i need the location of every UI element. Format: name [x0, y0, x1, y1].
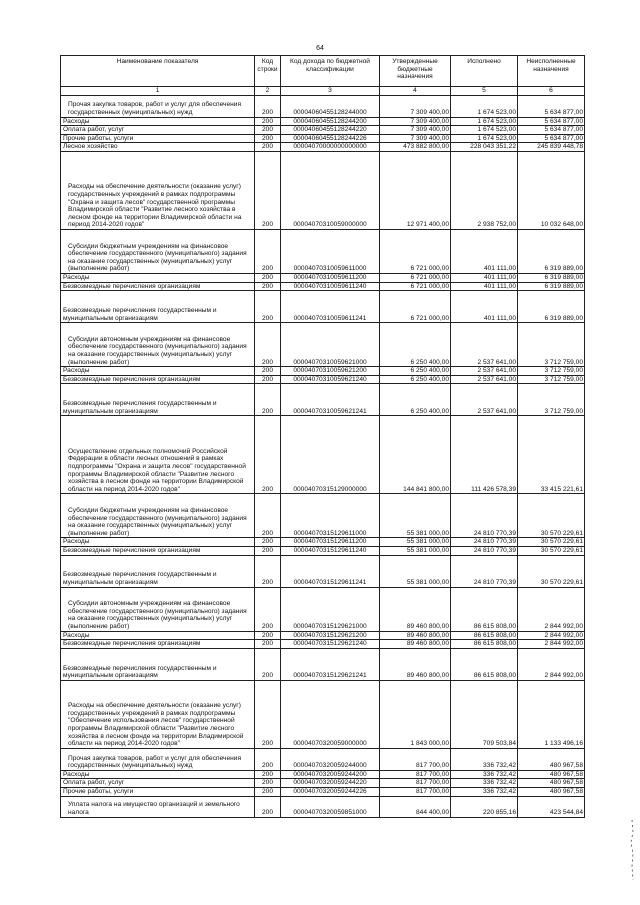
row-code-line: 200: [255, 323, 281, 367]
table-row: [61, 323, 585, 367]
row-code-line: 200: [255, 587, 281, 631]
row-executed: 2 938 752,00: [451, 151, 518, 229]
column-number: 6: [518, 87, 585, 96]
row-approved: 7 309 400,00: [380, 95, 451, 117]
table-row: [61, 770, 585, 779]
row-approved: 844 400,00: [380, 796, 451, 817]
row-approved: 12 971 400,00: [380, 151, 451, 229]
row-name: Лесное хозяйство: [61, 143, 255, 152]
row-unexecuted: 3 712 759,00: [518, 367, 585, 376]
row-executed: 401 111,00: [451, 229, 518, 273]
table-row: [61, 648, 585, 680]
row-unexecuted: 2 844 992,00: [518, 648, 585, 680]
row-code-line: 200: [255, 229, 281, 273]
row-unexecuted: 6 319 889,00: [518, 229, 585, 273]
row-approved: 6 250 400,00: [380, 367, 451, 376]
row-unexecuted: 30 570 229,61: [518, 538, 585, 547]
row-executed: 336 732,42: [451, 779, 518, 788]
row-income-code: 00004070315129611240: [281, 546, 380, 555]
table-row: [61, 134, 585, 143]
header-unexecuted: Неисполненные назначения: [518, 56, 585, 87]
table-row: [61, 143, 585, 152]
row-name: Субсидии бюджетным учреждениям на финансовое обеспечение государственного (муниципального) задания на оказание государственных (муниципальных) услуг (выполнение работ): [61, 229, 255, 273]
row-approved: 6 721 000,00: [380, 273, 451, 282]
table-row: [61, 779, 585, 788]
row-approved: 55 381 000,00: [380, 538, 451, 547]
row-approved: 144 841 800,00: [380, 416, 451, 494]
row-name: Расходы: [61, 117, 255, 126]
row-executed: 336 732,42: [451, 787, 518, 796]
row-approved: 7 309 400,00: [380, 134, 451, 143]
row-unexecuted: 10 032 648,00: [518, 151, 585, 229]
table-row: [61, 384, 585, 416]
table-row: [61, 291, 585, 323]
row-name: Безвозмездные перечисления государственным и муниципальным организациям: [61, 384, 255, 416]
row-unexecuted: 5 634 877,00: [518, 126, 585, 135]
row-code-line: 200: [255, 282, 281, 291]
table-row: [61, 538, 585, 547]
row-unexecuted: 5 634 877,00: [518, 95, 585, 117]
row-name: Расходы: [61, 631, 255, 640]
table-row: [61, 126, 585, 135]
row-executed: 228 043 351,22: [451, 143, 518, 152]
header-approved: Утвержденные бюджетные назначения: [380, 56, 451, 87]
table-row: [61, 95, 585, 117]
row-unexecuted: 3 712 759,00: [518, 384, 585, 416]
row-executed: 401 111,00: [451, 282, 518, 291]
row-income-code: 00004070310059621241: [281, 384, 380, 416]
row-income-code: 00004070310059611000: [281, 229, 380, 273]
row-name: Безвозмездные перечисления организациям: [61, 546, 255, 555]
row-name: Прочая закупка товаров, работ и услуг для обеспечения государственных (муниципальных) нужд: [61, 95, 255, 117]
row-approved: 6 721 000,00: [380, 229, 451, 273]
row-unexecuted: 480 967,58: [518, 770, 585, 779]
row-approved: 89 460 800,00: [380, 640, 451, 649]
table-row: [61, 546, 585, 555]
header-code-income: Код дохода по бюджетной классификации: [281, 56, 380, 87]
table-row: [61, 367, 585, 376]
row-income-code: 00004070315129621000: [281, 587, 380, 631]
row-code-line: 200: [255, 494, 281, 538]
row-unexecuted: 5 634 877,00: [518, 134, 585, 143]
row-code-line: 200: [255, 538, 281, 547]
row-code-line: 200: [255, 796, 281, 817]
row-income-code: 00004070315129000000: [281, 416, 380, 494]
column-number: 4: [380, 87, 451, 96]
row-income-code: 00004070320059244000: [281, 748, 380, 770]
row-unexecuted: 30 570 229,61: [518, 546, 585, 555]
table-row: [61, 273, 585, 282]
table-row: [61, 587, 585, 631]
row-approved: 473 882 800,00: [380, 143, 451, 152]
table-row: [61, 282, 585, 291]
row-income-code: 00004070315129621241: [281, 648, 380, 680]
table-row: [61, 631, 585, 640]
row-unexecuted: 30 570 229,61: [518, 555, 585, 587]
row-income-code: 00004070320059244200: [281, 770, 380, 779]
row-approved: 55 381 000,00: [380, 555, 451, 587]
table-row: [61, 494, 585, 538]
row-income-code: 00004070315129611000: [281, 494, 380, 538]
row-code-line: 200: [255, 748, 281, 770]
scan-edge-mark: [628, 820, 636, 880]
row-name: Оплата работ, услуг: [61, 126, 255, 135]
row-name: Безвозмездные перечисления государственным и муниципальным организациям: [61, 555, 255, 587]
row-approved: 6 250 400,00: [380, 323, 451, 367]
row-income-code: 00004070320059244226: [281, 787, 380, 796]
header-code-line: Код строки: [255, 56, 281, 87]
column-number-row: [61, 87, 585, 96]
row-executed: 2 537 641,00: [451, 323, 518, 367]
table-row: [61, 640, 585, 649]
row-executed: 86 615 808,00: [451, 648, 518, 680]
table-row: [61, 117, 585, 126]
row-name: Прочие работы, услуги: [61, 787, 255, 796]
row-name: Оплата работ, услуг: [61, 779, 255, 788]
row-executed: 24 810 770,39: [451, 494, 518, 538]
row-code-line: 200: [255, 680, 281, 748]
row-code-line: 200: [255, 95, 281, 117]
row-approved: 6 721 000,00: [380, 282, 451, 291]
row-approved: 55 381 000,00: [380, 494, 451, 538]
row-unexecuted: 30 570 229,61: [518, 494, 585, 538]
page-number: 64: [316, 45, 324, 52]
column-number: 2: [255, 87, 281, 96]
header-name: Наименование показателя: [61, 56, 255, 87]
row-unexecuted: 480 967,58: [518, 748, 585, 770]
row-income-code: 00004070000000000000: [281, 143, 380, 152]
row-name: Субсидии автономным учреждениям на финансовое обеспечение государственного (муниципального) задания на оказание государственных (муниципальных) услуг (выполнение работ): [61, 587, 255, 631]
row-approved: 6 721 000,00: [380, 291, 451, 323]
row-income-code: 00004070320059851000: [281, 796, 380, 817]
row-code-line: 200: [255, 546, 281, 555]
table-row: [61, 680, 585, 748]
row-code-line: 200: [255, 384, 281, 416]
row-income-code: 00004070315129621200: [281, 631, 380, 640]
table-row: [61, 748, 585, 770]
row-executed: 2 537 641,00: [451, 367, 518, 376]
table-row: [61, 787, 585, 796]
row-code-line: 200: [255, 648, 281, 680]
row-code-line: 200: [255, 117, 281, 126]
row-income-code: 00004070310059621000: [281, 323, 380, 367]
table-row: [61, 796, 585, 817]
row-income-code: 00004070310059611200: [281, 273, 380, 282]
row-unexecuted: 3 712 759,00: [518, 323, 585, 367]
row-income-code: 00004070315129611241: [281, 555, 380, 587]
row-name: Субсидии автономным учреждениям на финансовое обеспечение государственного (муниципального) задания на оказание государственных (муниципальных) услуг (выполнение работ): [61, 323, 255, 367]
row-approved: 7 309 400,00: [380, 126, 451, 135]
row-income-code: 00004070310059621200: [281, 367, 380, 376]
row-code-line: 200: [255, 367, 281, 376]
row-name: Безвозмездные перечисления государственным и муниципальным организациям: [61, 648, 255, 680]
row-name: Безвозмездные перечисления организациям: [61, 640, 255, 649]
row-unexecuted: 423 544,84: [518, 796, 585, 817]
table-row: [61, 416, 585, 494]
column-number: 1: [61, 87, 255, 96]
row-unexecuted: 1 133 496,16: [518, 680, 585, 748]
row-executed: 2 537 641,00: [451, 375, 518, 384]
row-approved: 89 460 800,00: [380, 631, 451, 640]
row-name: Субсидии бюджетным учреждениям на финансовое обеспечение государственного (муниципального) задания на оказание государственных (муниципальных) услуг (выполнение работ): [61, 494, 255, 538]
table-row: [61, 151, 585, 229]
row-unexecuted: 6 319 889,00: [518, 273, 585, 282]
row-code-line: 200: [255, 416, 281, 494]
row-unexecuted: 2 844 992,00: [518, 640, 585, 649]
row-unexecuted: 2 844 992,00: [518, 587, 585, 631]
row-approved: 817 700,00: [380, 787, 451, 796]
row-income-code: 00004060455128244000: [281, 95, 380, 117]
row-name: Расходы: [61, 273, 255, 282]
row-income-code: 00004070310059611241: [281, 291, 380, 323]
row-executed: 401 111,00: [451, 273, 518, 282]
row-income-code: 00004070315129621240: [281, 640, 380, 649]
row-executed: 24 810 770,39: [451, 546, 518, 555]
row-unexecuted: 33 415 221,61: [518, 416, 585, 494]
column-number: 3: [281, 87, 380, 96]
column-number: 5: [451, 87, 518, 96]
row-name: Безвозмездные перечисления организациям: [61, 282, 255, 291]
row-code-line: 200: [255, 770, 281, 779]
row-income-code: 00004070310059611240: [281, 282, 380, 291]
row-code-line: 200: [255, 143, 281, 152]
row-name: Расходы на обеспечение деятельности (оказание услуг) государственных учреждений в рамках подпрограммы "Охрана и защита лесов" государственной программы Владимирской области "Развитие лесного хозяйства в лесном фонде на территории Владимирской области на период 2014-2020 годов": [61, 151, 255, 229]
row-income-code: 00004060455128244220: [281, 126, 380, 135]
row-income-code: 00004070310059000000: [281, 151, 380, 229]
row-approved: 6 250 400,00: [380, 384, 451, 416]
row-executed: 401 111,00: [451, 291, 518, 323]
row-executed: 86 615 808,00: [451, 631, 518, 640]
row-income-code: 00004070320059244220: [281, 779, 380, 788]
row-code-line: 200: [255, 555, 281, 587]
row-unexecuted: 6 319 889,00: [518, 282, 585, 291]
table-row: [61, 555, 585, 587]
row-approved: 817 700,00: [380, 779, 451, 788]
row-approved: 89 460 800,00: [380, 648, 451, 680]
row-name: Безвозмездные перечисления государственным и муниципальным организациям: [61, 291, 255, 323]
table-header-row: [61, 56, 585, 87]
row-approved: 7 309 400,00: [380, 117, 451, 126]
row-executed: 336 732,42: [451, 770, 518, 779]
table-row: [61, 229, 585, 273]
table-row: [61, 375, 585, 384]
row-executed: 1 674 523,00: [451, 126, 518, 135]
row-name: Уплата налога на имущество организаций и земельного налога: [61, 796, 255, 817]
row-code-line: 200: [255, 640, 281, 649]
row-code-line: 200: [255, 273, 281, 282]
row-code-line: 200: [255, 779, 281, 788]
row-executed: 709 503,84: [451, 680, 518, 748]
row-executed: 86 615 808,00: [451, 640, 518, 649]
header-executed: Исполнено: [451, 56, 518, 87]
row-executed: 1 674 523,00: [451, 117, 518, 126]
row-name: Расходы: [61, 367, 255, 376]
row-name: Расходы: [61, 770, 255, 779]
row-income-code: 00004070320059000000: [281, 680, 380, 748]
row-unexecuted: 2 844 992,00: [518, 631, 585, 640]
row-unexecuted: 245 839 448,78: [518, 143, 585, 152]
row-code-line: 200: [255, 631, 281, 640]
budget-execution-table: [60, 55, 585, 818]
row-executed: 220 855,16: [451, 796, 518, 817]
row-executed: 1 674 523,00: [451, 95, 518, 117]
row-unexecuted: 480 967,58: [518, 779, 585, 788]
row-executed: 86 615 808,00: [451, 587, 518, 631]
row-income-code: 00004060455128244226: [281, 134, 380, 143]
row-code-line: 200: [255, 151, 281, 229]
row-code-line: 200: [255, 787, 281, 796]
row-executed: 111 426 578,39: [451, 416, 518, 494]
row-executed: 2 537 641,00: [451, 384, 518, 416]
row-income-code: 00004060455128244200: [281, 117, 380, 126]
row-unexecuted: 6 319 889,00: [518, 291, 585, 323]
row-income-code: 00004070315129611200: [281, 538, 380, 547]
row-approved: 1 843 000,00: [380, 680, 451, 748]
row-unexecuted: 3 712 759,00: [518, 375, 585, 384]
row-executed: 1 674 523,00: [451, 134, 518, 143]
row-name: Безвозмездные перечисления организациям: [61, 375, 255, 384]
row-code-line: 200: [255, 134, 281, 143]
row-executed: 336 732,42: [451, 748, 518, 770]
row-approved: 817 700,00: [380, 748, 451, 770]
row-code-line: 200: [255, 126, 281, 135]
row-code-line: 200: [255, 291, 281, 323]
row-executed: 24 810 770,39: [451, 538, 518, 547]
row-approved: 55 381 000,00: [380, 546, 451, 555]
row-name: Прочая закупка товаров, работ и услуг для обеспечения государственных (муниципальных) нужд: [61, 748, 255, 770]
row-approved: 89 460 800,00: [380, 587, 451, 631]
row-name: Расходы на обеспечение деятельности (оказание услуг) государственных учреждений в рамках подпрограммы "Обеспечение использования лесов" государственной программы Владимирской области "Развитие лесного хозяйства в лесном фонде на территории Владимирской области на период 2014-2020 годов": [61, 680, 255, 748]
row-name: Прочие работы, услуги: [61, 134, 255, 143]
row-approved: 817 700,00: [380, 770, 451, 779]
row-income-code: 00004070310059621240: [281, 375, 380, 384]
row-name: Расходы: [61, 538, 255, 547]
row-executed: 24 810 770,39: [451, 555, 518, 587]
row-code-line: 200: [255, 375, 281, 384]
row-unexecuted: 5 634 877,00: [518, 117, 585, 126]
row-name: Осуществление отдельных полномочий Российской Федерации в области лесных отношений в рамках подпрограммы "Охрана и защита лесов" государственной программы Владимирской области "Развитие лесного хозяйства в лесном фонде на территории Владимирской области на период 2014-2020 годов": [61, 416, 255, 494]
row-unexecuted: 480 967,58: [518, 787, 585, 796]
row-approved: 6 250 400,00: [380, 375, 451, 384]
